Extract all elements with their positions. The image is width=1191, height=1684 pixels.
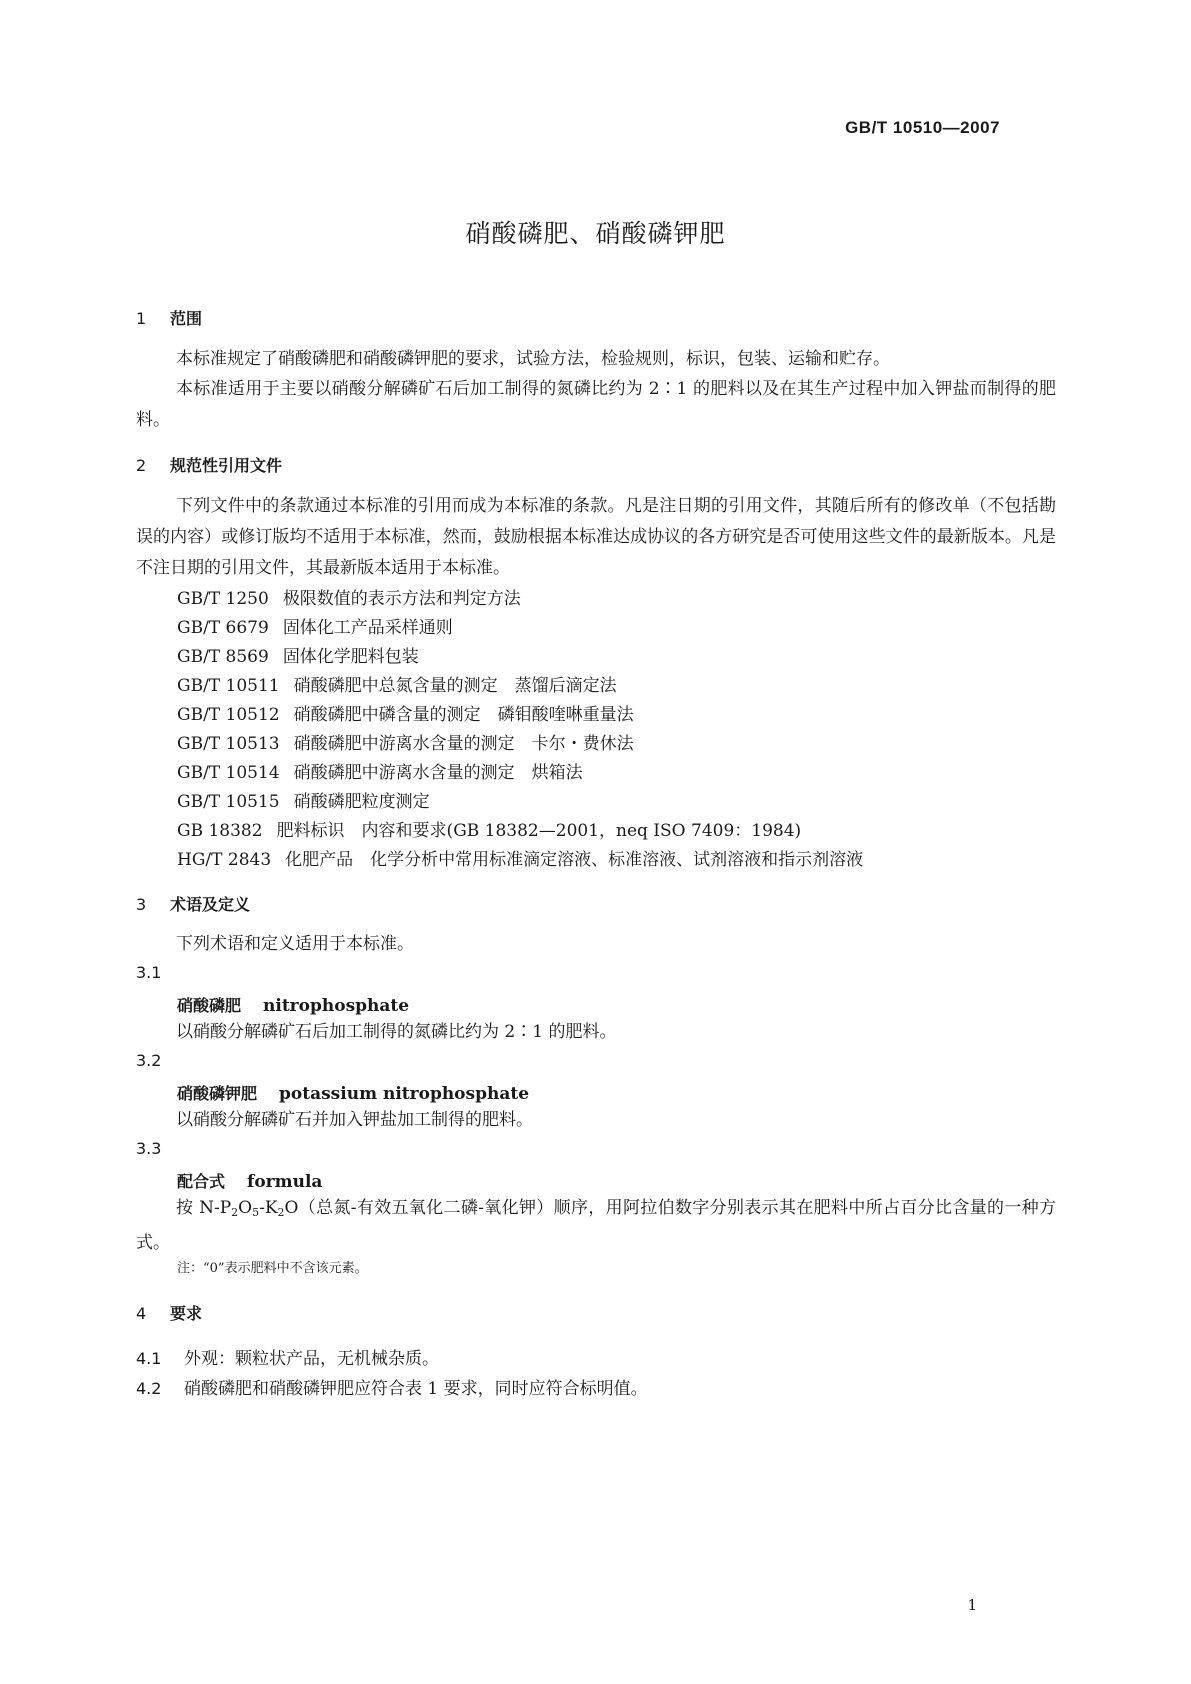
term-heading [177,993,409,1016]
section-title: 术语及定义 [170,895,251,914]
section-3-paragraph-1: 下列术语和定义适用于本标准。 [176,934,414,954]
requirement-item [136,1344,439,1369]
section-1-paragraph-1: 本标准规定了硝酸磷肥和硝酸磷钾肥的要求，试验方法，检验规则，标识，包装、运输和贮存。 [176,349,890,369]
term-zh: 硝酸磷钾肥 [177,1084,258,1103]
term-en: nitrophosphate [263,996,410,1016]
requirement-text: 硝酸磷肥和硝酸磷钾肥应符合表 1 要求，同时应符合标明值。 [184,1379,648,1399]
section-1-heading [136,306,202,329]
reference-code: GB/T 10513 [177,734,280,754]
reference-item [177,758,583,783]
requirement-item [136,1374,648,1399]
term-en: potassium nitrophosphate [279,1084,530,1104]
term-heading [177,1081,529,1104]
reference-item [177,787,430,812]
section-2-heading [136,453,282,476]
reference-code: GB/T 8569 [177,647,269,667]
reference-item [177,613,453,638]
page-number: 1 [967,1596,977,1614]
reference-item [177,700,634,725]
reference-title: 固体化学肥料包装 [282,647,419,667]
reference-title: 化肥产品 化学分析中常用标准滴定溶液、标准溶液、试剂溶液和指示剂溶液 [285,850,864,870]
term-definition [136,1193,1056,1259]
reference-code: GB/T 1250 [177,589,269,609]
reference-code: HG/T 2843 [177,850,272,870]
requirement-number: 4.1 [136,1349,162,1368]
section-4-heading [136,1301,202,1324]
reference-item [177,671,617,696]
term-zh: 配合式 [177,1172,226,1191]
formula-text: O（总氮-有效五氧化二磷-氧化钾）顺序，用阿拉伯数字分别表示其在肥料中所占百分比含量的一种方式。 [136,1198,1056,1253]
section-number: 3 [136,895,147,914]
reference-code: GB/T 10511 [177,676,280,696]
clause-number: 3.3 [136,1139,162,1158]
reference-item [177,584,521,609]
reference-title: 硝酸磷肥中游离水含量的测定 卡尔・费休法 [293,734,634,754]
section-number: 4 [136,1304,147,1323]
formula-text: -K [259,1198,278,1218]
reference-code: GB 18382 [177,821,263,841]
section-2-paragraph-1: 下列文件中的条款通过本标准的引用而成为本标准的条款。凡是注日期的引用文件，其随后所有的修改单（不包括勘误的内容）或修订版均不适用于本标准，然而，鼓励根据本标准达成协议的各方研究是否可使用这些文件的最新版本。凡是不注日期的引用文件，其最新版本适用于本标准。 [136,496,1056,578]
requirement-text: 外观：颗粒状产品，无机械杂质。 [184,1349,439,1369]
clause-number: 3.1 [136,963,162,982]
standard-number: GB/T 10510—2007 [845,118,1000,137]
term-zh: 硝酸磷肥 [177,996,242,1015]
formula-text: O [238,1198,253,1218]
reference-item [177,729,634,754]
reference-item [177,642,419,667]
reference-title: 硝酸磷肥粒度测定 [293,792,430,812]
section-title: 范围 [170,309,203,328]
reference-title: 硝酸磷肥中磷含量的测定 磷钼酸喹啉重量法 [293,705,634,725]
term-en: formula [247,1172,323,1192]
requirement-number: 4.2 [136,1379,162,1398]
section-3-heading [136,892,250,915]
clause-number: 3.2 [136,1051,162,1070]
section-title: 要求 [170,1304,203,1323]
reference-title: 固体化工产品采样通则 [282,618,453,638]
reference-title: 极限数值的表示方法和判定方法 [282,589,521,609]
formula-text: 按 N-P [176,1198,232,1218]
reference-item [177,845,863,870]
document-title: 硝酸磷肥、硝酸磷钾肥 [465,219,726,248]
section-number: 1 [136,309,147,328]
reference-title: 硝酸磷肥中总氮含量的测定 蒸馏后滴定法 [293,676,617,696]
note: 注：“0”表示肥料中不含该元素。 [177,1261,368,1276]
subscript: 2 [231,1206,239,1219]
reference-title: 硝酸磷肥中游离水含量的测定 烘箱法 [293,763,583,783]
section-1-paragraph-2: 本标准适用于主要以硝酸分解磷矿石后加工制得的氮磷比约为 2∶1 的肥料以及在其生产过程中加入钾盐而制得的肥料。 [136,379,1056,430]
section-title: 规范性引用文件 [170,456,283,475]
reference-code: GB/T 10515 [177,792,280,812]
reference-code: GB/T 6679 [177,618,269,638]
term-definition: 以硝酸分解磷矿石并加入钾盐加工制得的肥料。 [176,1110,533,1130]
subscript: 2 [277,1206,285,1219]
term-heading [177,1169,322,1192]
reference-item [177,816,801,841]
section-number: 2 [136,456,147,475]
reference-title: 肥料标识 内容和要求(GB 18382—2001，neq ISO 7409：1984) [276,821,802,841]
term-definition: 以硝酸分解磷矿石后加工制得的氮磷比约为 2∶1 的肥料。 [176,1022,617,1042]
subscript: 5 [252,1206,260,1219]
reference-code: GB/T 10514 [177,763,280,783]
reference-code: GB/T 10512 [177,705,280,725]
